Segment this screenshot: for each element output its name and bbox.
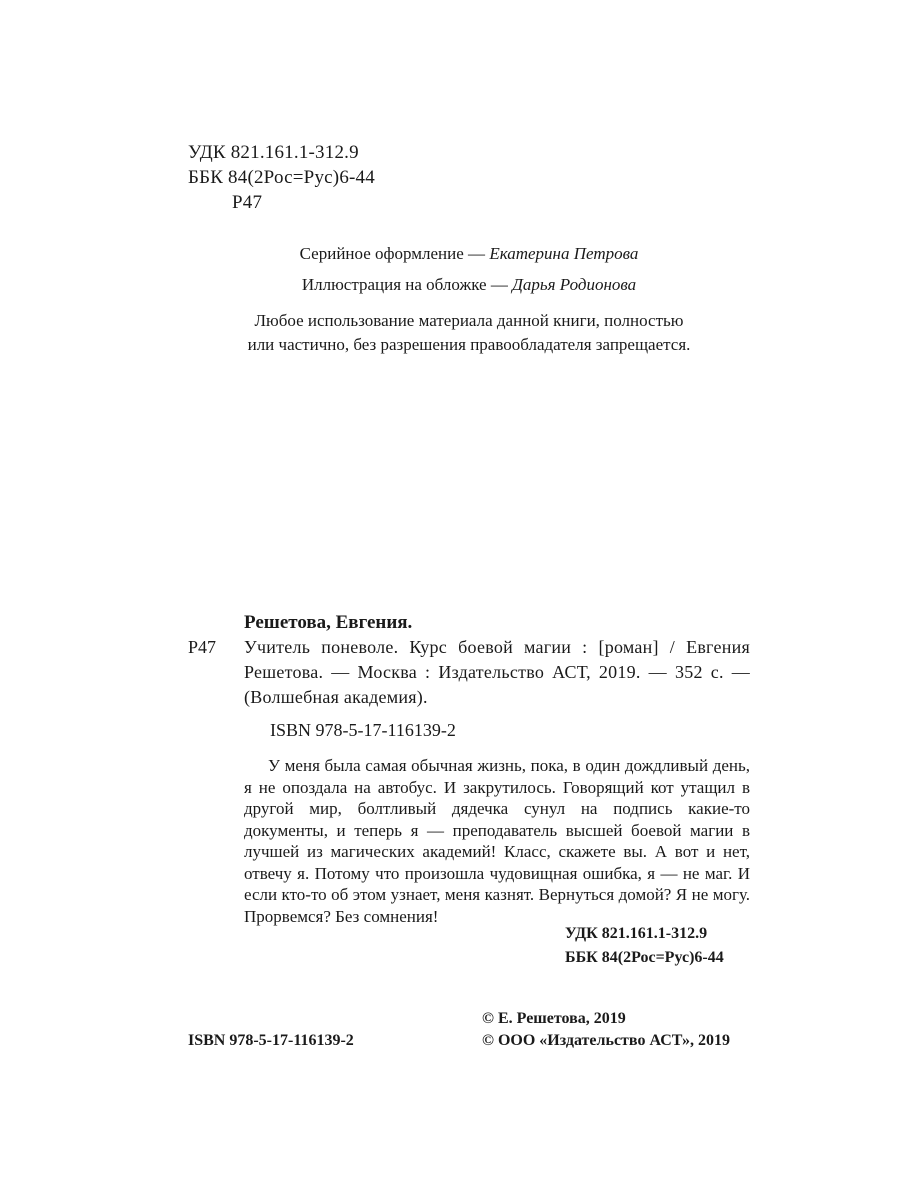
bibliographic-record [188,610,750,927]
footer-isbn: ISBN 978-5-17-116139-2 [188,1032,354,1049]
record-main-row [188,635,750,710]
rights-notice-line: Любое использование материала данной книги, полностью [254,311,684,330]
record-author: Решетова, Евгения. [244,612,413,633]
record-title-description: Учитель поневоле. Курс боевой магии : [роман] / Евгения Решетова. — Москва : Издательство АСТ, 2019. — 352 с. — (Волшебная академия). [244,637,750,707]
cover-illustration-name: Дарья Родионова [512,275,637,294]
cover-illustration-credit [188,273,750,297]
series-design-credit [188,242,750,266]
rights-notice [188,309,750,357]
series-design-label: Серийное оформление — [299,244,490,263]
footer-codes [565,922,724,970]
credits-block [188,242,750,357]
bbk-code: ББК 84(2Рос=Рус)6-44 [188,167,375,188]
copyright-publisher: © ООО «Издательство АСТ», 2019 [482,1032,731,1049]
copyright-author: © Е. Решетова, 2019 [482,1010,626,1027]
series-design-name: Екатерина Петрова [489,244,639,263]
footer-udk-code: УДК 821.161.1-312.9 [565,925,708,942]
record-author-code: Р47 [188,637,217,657]
copyright-block [482,1008,730,1052]
footer-bbk-code: ББК 84(2Рос=Рус)6-44 [565,949,724,966]
cover-illustration-label: Иллюстрация на обложке — [301,275,513,294]
record-isbn: ISBN 978-5-17-116139-2 [270,720,456,740]
record-annotation: У меня была самая обычная жизнь, пока, в один дождливый день, я не опоздала на автобус. И закрутилось. Говорящий кот утащил в другой мир, болтливый дядечка сунул на подпись какие-то документы, и теперь я — преподаватель высшей боевой магии в лучшей из магических академий! Класс, скажете вы. А вот и нет, отвечу я. Потому что произошла чудовищная ошибка, я — не маг. И если кто-то об этом узнает, меня казнят. Вернуться домой? Я не могу. Прорвемся? Без сомнения! [244,756,750,926]
header-codes [188,140,375,215]
rights-notice-line: или частично, без разрешения правообладателя запрещается. [247,335,691,354]
udk-code: УДК 821.161.1-312.9 [188,142,359,163]
author-code: Р47 [232,192,263,213]
